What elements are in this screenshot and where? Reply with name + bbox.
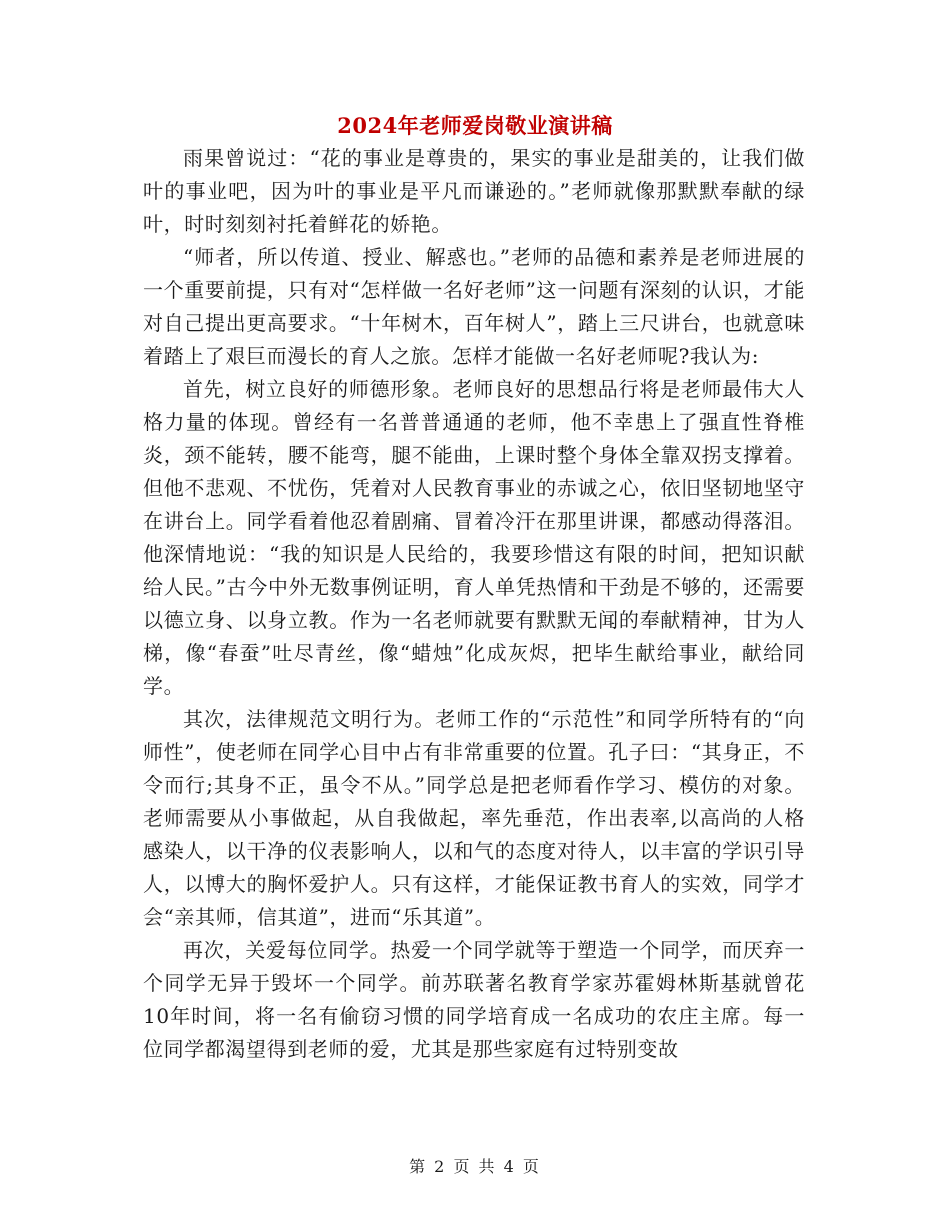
paragraph-4: 其次，法律规范文明行为。老师工作的“示范性”和同学所特有的“向师性”，使老师在同学心目中占有非常重要的位置。孔子曰：“其身正，不令而行;其身不正，虽令不从。”同学总是把老师看作学习、模仿的对象。老师需要从小事做起，从自我做起，率先垂范，作出表率,以高尚的人格感染人，以干净的仪表影响人，以和气的态度对待人，以丰富的学识引导人，以博大的胸怀爱护人。只有这样，才能保证教书育人的实效，同学才会“亲其师，信其道”，进而“乐其道”。 — [143, 707, 805, 929]
document-body — [143, 142, 805, 1066]
paragraph-5: 再次，关爱每位同学。热爱一个同学就等于塑造一个同学，而厌弃一个同学无异于毁坏一个同学。前苏联著名教育学家苏霍姆林斯基就曾花10年时间，将一名有偷窃习惯的同学培育成一名成功的农庄主席。每一位同学都渴望得到老师的爱，尤其是那些家庭有过特别变故 — [143, 938, 805, 1061]
paragraph-2: “师者，所以传道、授业、解惑也。”老师的品德和素养是老师进展的一个重要前提，只有对“怎样做一名好老师”这一问题有深刻的认识，才能对自己提出更高要求。“十年树木，百年树人”，踏上三尺讲台，也就意味着踏上了艰巨而漫长的育人之旅。怎样才能做一名好老师呢?我认为: — [143, 245, 805, 368]
paragraph-3: 首先，树立良好的师德形象。老师良好的思想品行将是老师最伟大人格力量的体现。曾经有一名普普通通的老师，他不幸患上了强直性脊椎炎，颈不能转，腰不能弯，腿不能曲，上课时整个身体全靠双拐支撑着。但他不悲观、不忧伤，凭着对人民教育事业的赤诚之心，依旧坚韧地坚守在讲台上。同学看着他忍着剧痛、冒着冷汗在那里讲课，都感动得落泪。他深情地说：“我的知识是人民给的，我要珍惜这有限的时间，把知识献给人民。”古今中外无数事例证明，育人单凭热情和干劲是不够的，还需要以德立身、以身立教。作为一名老师就要有默默无闻的奉献精神，甘为人梯，像“春蚕”吐尽青丝，像“蜡烛”化成灰烬，把毕生献给事业，献给同学。 — [143, 377, 805, 698]
paragraph-1: 雨果曾说过：“花的事业是尊贵的，果实的事业是甜美的，让我们做叶的事业吧，因为叶的事业是平凡而谦逊的。”老师就像那默默奉献的绿叶，时时刻刻衬托着鲜花的娇艳。 — [143, 146, 805, 236]
page-footer: 第 2 页 共 4 页 — [409, 1157, 541, 1176]
document-title: 2024年老师爱岗敬业演讲稿 — [337, 113, 613, 138]
